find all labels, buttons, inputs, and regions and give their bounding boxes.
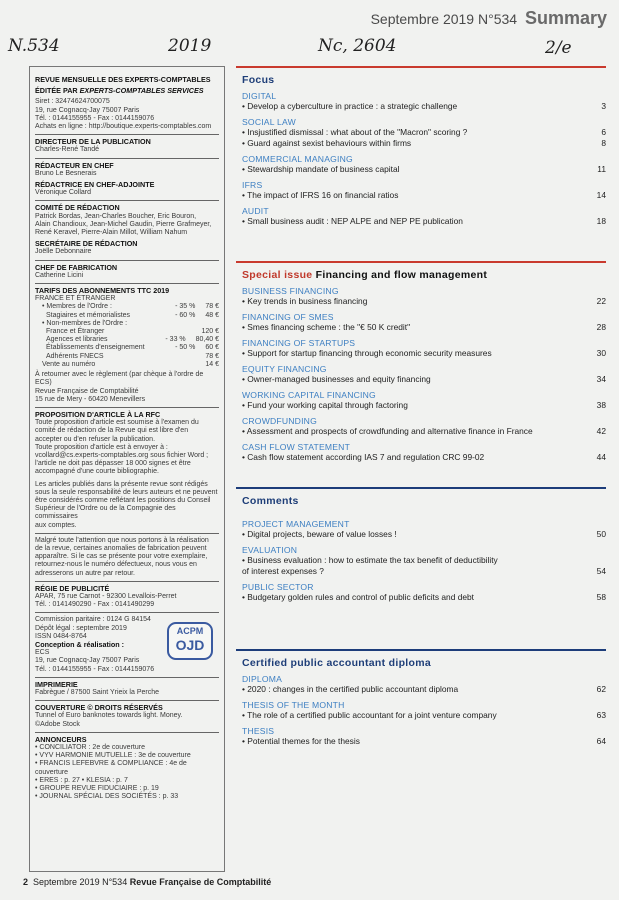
advertiser-item: • FRANCIS LEFEBVRE & COMPLIANCE : 4e de couverture [35,760,187,776]
entry-title: • Owner-managed businesses and equity financing [242,374,431,384]
section-groups [236,674,606,747]
rate-discount [95,361,205,369]
section-groups [236,519,606,603]
return-line: Revue Française de Comptabilité [35,387,139,395]
publisher-title: REVUE MENSUELLE DES EXPERTS-COMPTABLES [35,75,211,84]
publisher-name: EXPERTS-COMPTABLES SERVICES [79,86,204,96]
entry-page: 3 [601,101,606,111]
divider [35,700,219,701]
rate-discount: - 50 % [175,344,196,352]
entry-title: • Cash flow statement according IAS 7 and regulation CRC 99-02 [242,452,485,462]
handwritten-note-issue: N.534 [8,36,60,56]
section-rule [236,649,606,651]
disclaimer-line: sous la seule responsabilité de leurs auteurs et ne peuvent [35,488,218,496]
handwritten-note-ref: Nc, 2604 [318,36,397,56]
toc-entry[interactable] [236,101,606,112]
section-title: Focus [242,74,275,86]
advertising-heading: RÉGIE DE PUBLICITÉ [35,583,110,593]
page-number: 2 [23,877,29,887]
category-label: THESIS [242,726,275,736]
phone: Tél. : 0144155955 - Fax : 0144159076 [35,114,155,122]
siret: Siret : 32474624700075 [35,98,110,106]
rates-subheading: FRANCE ET ÉTRANGER [35,295,116,303]
director-heading: DIRECTEUR DE LA PUBLICATION [35,137,151,147]
advertising-line: Tél. : 0141490290 - Fax : 0141490299 [35,601,155,609]
rate-label: • Membres de l'Ordre : [42,303,112,311]
divider [35,533,219,534]
publisher-line [35,87,219,95]
footer-issue: Septembre 2019 N°534 [33,877,128,887]
rate-row [35,353,219,361]
entry-page: 44 [596,452,606,462]
divider [35,283,219,284]
rate-discount [127,320,219,328]
divider [35,134,219,135]
section-title: Comments [242,495,299,507]
rate-label: • Non-membres de l'Ordre : [42,319,128,327]
rate-discount: - 33 % [165,336,186,344]
toc-entry[interactable] [236,555,606,566]
notice-line: adresserons un autre par retour. [35,569,136,577]
divider [35,200,219,201]
production-name: Catherine Licini [35,271,84,279]
advertiser-item: • ERES : p. 27 • KLESIA : p. 7 [35,776,128,784]
category-label: PUBLIC SECTOR [242,582,314,592]
section-rule [236,66,606,68]
disclaimer-line: être considérés comme reflétant les positions du Conseil [35,496,211,504]
rate-price: 78 € [205,303,219,311]
toc-entry[interactable] [236,348,606,359]
section-title: Special issue Financing and flow management [242,269,488,281]
category-label: FINANCING OF SMES [242,312,334,322]
toc-entry[interactable] [236,426,606,437]
rate-discount: - 35 % [175,303,196,311]
entry-page: 6 [601,127,606,137]
deputy-editor-heading: RÉDACTRICE EN CHEF-ADJOINTE [35,180,155,190]
production-heading: CHEF DE FABRICATION [35,262,118,272]
advertisers-list [35,744,219,801]
publisher-prefix: ÉDITÉE PAR [35,86,80,96]
section-rule [236,261,606,263]
entry-page: 54 [596,566,606,576]
entry-title: • The impact of IFRS 16 on financial ratios [242,190,399,200]
rate-row [35,361,219,369]
footer-journal: Revue Française de Comptabilité [129,877,272,887]
entry-page: 58 [596,592,606,602]
secretary-heading: SECRÉTAIRE DE RÉDACTION [35,239,138,249]
printer-name: Fabrègue / 87500 Saint Yrieix la Perche [35,689,160,696]
entry-page: 30 [596,348,606,358]
issue-date: Septembre 2019 N°534 [370,11,518,27]
toc-entry[interactable] [236,684,606,695]
design-heading: Conception & réalisation : [35,639,125,649]
category-label: EQUITY FINANCING [242,364,327,374]
acpm-ojd-logo: ACPM OJD [167,622,213,660]
rate-label: Établissements d'enseignement [46,344,145,352]
entry-title: • Budgetary golden rules and control of public deficits and debt [242,592,474,602]
handwritten-note-year: 2019 [168,36,212,56]
rate-discount: - 60 % [175,311,196,319]
editor-name: Bruno Le Besnerais [35,169,97,177]
toc-entry[interactable] [236,452,606,463]
rate-label: Vente au numéro [42,360,96,368]
section-focus [236,66,606,227]
rate-label: Agences et libraries [46,336,108,344]
entry-page: 64 [596,736,606,746]
category-label: COMMERCIAL MANAGING [242,154,353,164]
toc-entry[interactable] [236,216,606,227]
entry-page: 50 [596,529,606,539]
address: 19, rue Cognacq-Jay 75007 Paris [35,106,140,114]
disclaimer-line: Supérieur de l'Ordre ou de la Compagnie des commissaires [35,505,176,521]
committee-heading: COMITÉ DE RÉDACTION [35,203,120,213]
return-line: 15 rue de Mery - 60420 Menevillers [35,395,146,403]
category-label: EVALUATION [242,545,298,555]
section-groups [236,286,606,463]
divider [35,581,219,582]
category-label: WORKING CAPITAL FINANCING [242,390,376,400]
entry-title: • Small business audit : NEP ALPE and NEP PE publication [242,216,463,226]
notice-line: de la revue, certaines anomalies de fabrication peuvent [35,544,207,552]
commission-line: ISSN 0484-8764 [35,632,87,640]
defects-notice [35,537,219,578]
rates-list [35,303,219,369]
category-label: PROJECT MANAGEMENT [242,519,350,529]
section-groups [236,91,606,227]
rate-row [35,320,219,328]
category-label: IFRS [242,180,263,190]
toc-entry[interactable] [236,190,606,201]
section-comments [236,487,606,603]
divider [35,612,219,613]
rate-label: Stagiaires et mémorialistes [46,311,131,319]
director-name: Charles-René Tandé [35,146,100,154]
entry-page: 18 [596,216,606,226]
entry-page: 22 [596,296,606,306]
disclaimer-line: aux comptes. [35,521,77,529]
category-label: THESIS OF THE MONTH [242,700,345,710]
rate-price: 48 € [205,311,219,319]
cover-line: Tunnel of Euro banknotes towards light. Money. [35,712,183,720]
rate-price: 80,40 € [195,336,219,344]
category-label: DIGITAL [242,91,277,101]
entry-title: • Assessment and prospects of crowdfunding and alternative finance in France [242,426,533,436]
entry-title: • Support for startup financing through economic security measures [242,348,492,358]
advertiser-item: • GROUPE REVUE FIDUCIAIRE : p. 19 [35,785,159,793]
commission-line: Commission paritaire : 0124 G 84154 [35,616,151,624]
commission-line: Dépôt légal : septembre 2019 [35,624,127,632]
toc-entry[interactable] [236,138,606,149]
committee-line: Patrick Bordas, Jean-Charles Boucher, Eric Bouron, [35,212,197,220]
rate-row [35,328,219,336]
rate-discount [104,328,201,336]
rates-heading: TARIFS DES ABONNEMENTS TTC 2019 [35,286,170,296]
advertisers-heading: ANNONCEURS [35,734,87,744]
toc-entry[interactable] [236,322,606,333]
proposal-line: vcollard@cs.experts-comptables.org sous fichier Word ; [35,451,209,459]
toc-entry[interactable] [236,164,606,175]
toc-entry[interactable] [236,566,606,577]
design-line: ECS [35,649,50,657]
toc-entry[interactable] [236,374,606,385]
cover-heading: COUVERTURE © DROITS RÉSERVÉS [35,703,163,713]
design-line: 19, rue Cognacq-Jay 75007 Paris [35,657,140,665]
category-label: SOCIAL LAW [242,117,296,127]
entry-page: 14 [596,190,606,200]
entry-page [578,555,606,566]
issue-header [371,8,607,29]
proposal-line: Toute proposition d'article est soumise à l'examen du [35,419,199,427]
advertising-line: APAR, 75 rue Carnot - 92300 Levallois-Perret [35,592,177,600]
rate-label: Adhérents FNECS [46,352,104,360]
toc-entry[interactable] [236,592,606,603]
masthead-box [29,66,225,872]
entry-page: 62 [596,684,606,694]
toc-entry[interactable] [236,529,606,540]
entry-title: • Stewardship mandate of business capital [242,164,400,174]
entry-title: • Business evaluation : how to estimate the tax benefit of deductibility [242,555,498,565]
design-line: Tél. : 0144155955 - Fax : 0144159076 [35,665,155,673]
divider [35,158,219,159]
rate-row [35,312,219,320]
entry-title: • Develop a cyberculture in practice : a strategic challenge [242,101,458,111]
toc-entry[interactable] [236,400,606,411]
entry-title: • Insjustified dismissal : what about of the "Macron" scoring ? [242,127,468,137]
proposal-line: accepter ou d'en refuser la publication. [35,435,156,443]
divider [35,732,219,733]
entry-title: • Digital projects, beware of value losses ! [242,529,397,539]
committee-line: René Keravel, Pierre-Alain Millot, William Nahum [35,229,188,237]
printer-heading: IMPRIMERIE [35,679,78,689]
entry-title: • The role of a certified public accountant for a joint venture company [242,710,497,720]
editor-heading: RÉDACTEUR EN CHEF [35,160,114,170]
proposal-heading: PROPOSITION D'ARTICLE À LA RFC [35,409,161,419]
page-title: Summary [524,8,607,28]
committee-line: Alain Chandioux, Jean-Michel Gaudin, Pierre Grafmeyer, [35,220,212,228]
entry-title: • Potential themes for the thesis [242,736,360,746]
rate-price: 78 € [205,352,219,360]
advertiser-item: • VYV HARMONIE MUTUELLE : 3e de couverture [35,752,191,760]
entry-page: 38 [596,400,606,410]
entry-title: of interest expenses ? [242,566,324,576]
disclaimer-line: Les articles publiés dans la présente revue sont rédigés [35,480,208,488]
advertiser-item: • CONCILIATOR : 2e de couverture [35,744,145,752]
entry-page: 11 [597,164,606,174]
table-of-contents [236,66,606,747]
section-title: Certified public accountant diploma [242,657,432,669]
proposal-line: accompagné d'une courte bibliographie. [35,468,159,476]
category-label: BUSINESS FINANCING [242,286,339,296]
entry-title: • 2020 : changes in the certified public accountant diploma [242,684,459,694]
cover-line: ©Adobe Stock [35,720,80,728]
category-label: AUDIT [242,206,269,216]
page-footer [23,877,271,887]
secretary-name: Joëlle Debonnaire [35,248,92,256]
notice-line: Malgré toute l'attention que nous portons à la réalisation [35,536,209,544]
rate-price: 60 € [205,344,219,352]
entry-page: 34 [596,374,606,384]
section-rule [236,487,606,489]
entry-page: 42 [596,426,606,436]
rate-row [35,344,219,352]
proposal-text [35,419,219,476]
divider [35,677,219,678]
rate-row [35,303,219,311]
purchase-link[interactable]: Achats en ligne : http://boutique.experts-comptables.com [35,123,212,131]
entry-page: 63 [596,710,606,720]
return-line: À retourner avec le règlement (par chèque à l'ordre de ECS) [35,371,204,387]
entry-page: 8 [601,138,606,148]
proposal-line: comité de rédaction de la Revue qui est libre d'en [35,427,189,435]
divider [35,407,219,408]
proposal-line: Toute proposition d'article est à envoyer à : [35,443,168,451]
category-label: DIPLOMA [242,674,283,684]
entry-page: 28 [596,322,606,332]
category-label: CROWDFUNDING [242,416,317,426]
toc-entry[interactable] [236,296,606,307]
handwritten-note-page: 2/e [545,38,572,58]
disclaimer-text [35,481,219,530]
rate-label: France et Étranger [46,328,105,336]
category-label: FINANCING OF STARTUPS [242,338,356,348]
toc-entry[interactable] [236,736,606,747]
entry-title: • Fund your working capital through factoring [242,400,408,410]
toc-entry[interactable] [236,710,606,721]
notice-line: retournez-nous le numéro défectueux, nous vous en [35,561,197,569]
section-special-issue [236,261,606,463]
rate-discount [104,353,206,361]
notice-line: apparaître. Si le cas se présente pour votre exemplaire, [35,553,208,561]
entry-title: • Guard against sexist behaviours within firms [242,138,412,148]
section-diploma [236,649,606,747]
proposal-line: l'article ne doit pas dépasser 18 000 signes et être [35,460,191,468]
rate-price: 14 € [205,360,219,368]
divider [35,260,219,261]
entry-title: • Key trends in business financing [242,296,368,306]
toc-entry[interactable] [236,127,606,138]
entry-title: • Smes financing scheme : the "€ 50 K credit" [242,322,411,332]
advertiser-item: • JOURNAL SPÉCIAL DES SOCIÉTÉS : p. 33 [35,793,179,801]
deputy-editor-name: Véronique Collard [35,189,92,197]
category-label: CASH FLOW STATEMENT [242,442,351,452]
rate-price: 120 € [201,328,219,336]
